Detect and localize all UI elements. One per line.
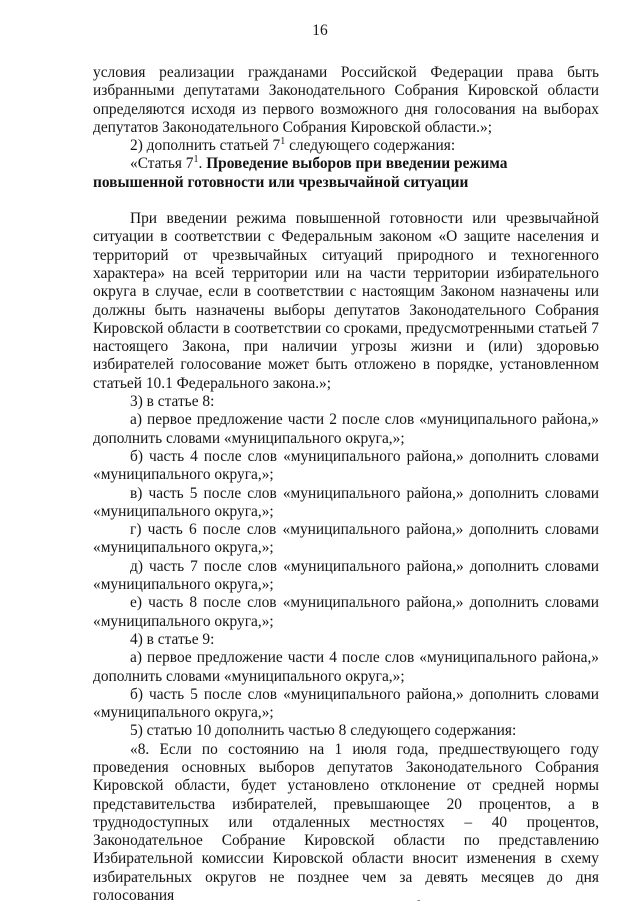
paragraph-item-3c: в) часть 5 после слов «муниципального района,» дополнить словами «муниципального округа,»; — [93, 484, 599, 520]
document-body — [93, 64, 599, 905]
article-heading-dot: . — [198, 155, 207, 173]
paragraph-item-4a: а) первое предложение части 4 после слов «муниципального района,» дополнить словами «муниципального округа,»; — [93, 649, 599, 685]
article-heading-superscript: 1 — [193, 154, 199, 166]
paragraph-item-2 — [93, 137, 599, 155]
paragraph-item-5-body: «8. Если по состоянию на 1 июля года, предшествующего году проведения основных выборов депутатов Законодательного Собрания Кировской области, будет установлено отклонение от средней нормы представительства избирателей, превышающее 20 процентов, а в труднодоступных или отдаленных местностях – 40 процентов, Законодательное Собрание Кировской области по представлению Избирательной комиссии Кировской области вносит изменения в схему избирательных округов не позднее чем за девять месяцев до дня голосования — [93, 740, 599, 905]
article-heading-prefix: «Статья 7 — [130, 155, 194, 173]
footer-mark: - — [417, 895, 421, 906]
paragraph-item-3b: б) часть 4 после слов «муниципального района,» дополнить словами «муниципального округа,»; — [93, 447, 599, 484]
article-heading — [93, 155, 599, 192]
paragraph-item-4b: б) часть 5 после слов «муниципального района,» дополнить словами «муниципального округа,»; — [93, 685, 599, 722]
paragraph-continuation: условия реализации гражданами Российской Федерации права быть избранными депутатами Законодательного Собрания Кировской области определяются исходя из первого возможного дня голосования на выборах депутатов Законодательного Собрания Кировской области.»; — [93, 64, 599, 136]
paragraph-item-3a: а) первое предложение части 2 после слов «муниципального района,» дополнить словами «муниципального округа,»; — [93, 411, 599, 447]
spacer — [93, 192, 599, 210]
paragraph-item-3d: г) часть 6 после слов «муниципального района,» дополнить словами «муниципального округа,»; — [93, 521, 599, 557]
paragraph-item-4: 4) в статье 9: — [130, 630, 215, 648]
paragraph-article-body: При введении режима повышенной готовности или чрезвычайной ситуации в соответствии с Федеральным законом «О защите населения и территорий от чрезвычайных ситуаций природного и техногенного характера» на всей территории или на части территории избирательного округа в случае, если в соответствии с настоящим Законом назначены или должны быть назначены выборы депутатов Законодательного Собрания Кировской области в соответствии со сроками, предусмотренными статьей 7 настоящего Закона, при наличии угрозы жизни и (или) здоровью избирателей голосование может быть отложено в порядке, установленном статьей 10.1 Федерального закона.»; — [93, 210, 599, 392]
article-heading-title: Проведение выборов при введении режима повышенной готовности или чрезвычайной ситуации — [93, 155, 508, 191]
page-number: 16 — [312, 22, 328, 39]
paragraph-item-3e: д) часть 7 после слов «муниципального района,» дополнить словами «муниципального округа,»; — [93, 557, 599, 594]
item-2-text: 2) дополнить статьей 7 — [130, 137, 281, 155]
paragraph-item-5: 5) статью 10 дополнить частью 8 следующего содержания: — [130, 722, 517, 740]
paragraph-item-3: 3) в статье 8: — [130, 393, 215, 411]
paragraph-item-3f: е) часть 8 после слов «муниципального района,» дополнить словами «муниципального округа,»; — [93, 594, 599, 630]
item-2-text-end: следующего содержания: — [289, 137, 456, 155]
article-superscript: 1 — [280, 136, 286, 148]
